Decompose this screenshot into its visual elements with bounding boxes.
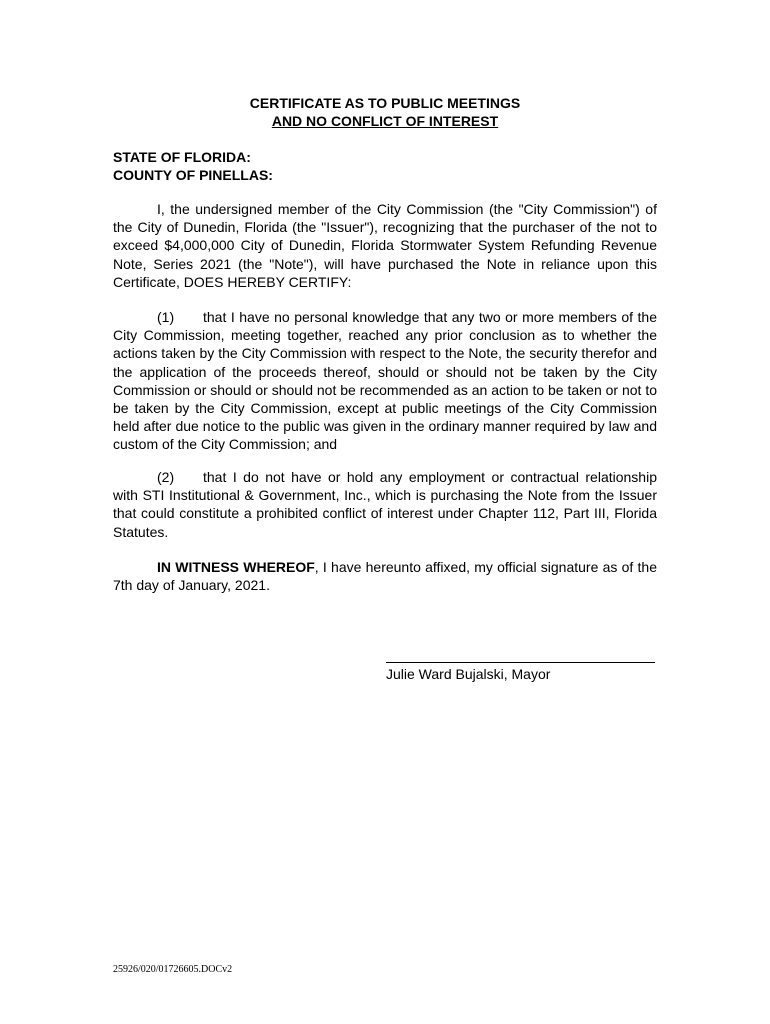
document-id-footer: 25926/020/01726605.DOCv2 (113, 964, 233, 975)
intro-paragraph: I, the undersigned member of the City Commission (the "City Commission") of the City of Dunedin, Florida (the "Issuer"), recognizing that the purchaser of the not to exceed $4,000,000 City of Dunedin, Florida Stormwater System Refunding Revenue Note, Series 2021 (the "Note"), will have purchased the Note in reliance upon this Certificate, DOES HEREBY CERTIFY: (113, 201, 657, 290)
certification-item-2 (113, 468, 657, 541)
document-title: CERTIFICATE AS TO PUBLIC MEETINGS (249, 95, 521, 111)
item-2-text: that I do not have or hold any employment or contractual relationship with STI Institutional & Government, Inc., which is purchasing the Note from the Issuer that could constitute a prohibited conflict of interest under Chapter 112, Part III, Florida Statutes. (113, 469, 657, 540)
witness-heading: IN WITNESS WHEREOF (157, 559, 315, 575)
signature-line (386, 662, 655, 663)
item-2-number: (2) (157, 469, 175, 485)
certification-item-1 (113, 308, 657, 454)
witness-paragraph (113, 558, 657, 594)
venue-state: STATE OF FLORIDA: (113, 149, 251, 165)
witness-text: , I have hereunto affixed, my official signature as of the 7th day of January, 2021. (113, 559, 657, 594)
signatory-name: Julie Ward Bujalski, Mayor (386, 666, 551, 682)
document-subtitle: AND NO CONFLICT OF INTEREST (271, 113, 499, 129)
item-1-number: (1) (157, 309, 175, 325)
venue-county: COUNTY OF PINELLAS: (113, 167, 273, 183)
item-1-text: that I have no personal knowledge that any two or more members of the City Commission, meeting together, reached any prior conclusion as to whether the actions taken by the City Commission with respect to the Note, the security therefor and the application of the proceeds thereof, should or should not be taken by the City Commission or should or should not be recommended as an action to be taken or not to be taken by the City Commission, except at public meetings of the City Commission held after due notice to the public was given in the ordinary manner required by law and custom of the City Commission; and (113, 309, 657, 453)
